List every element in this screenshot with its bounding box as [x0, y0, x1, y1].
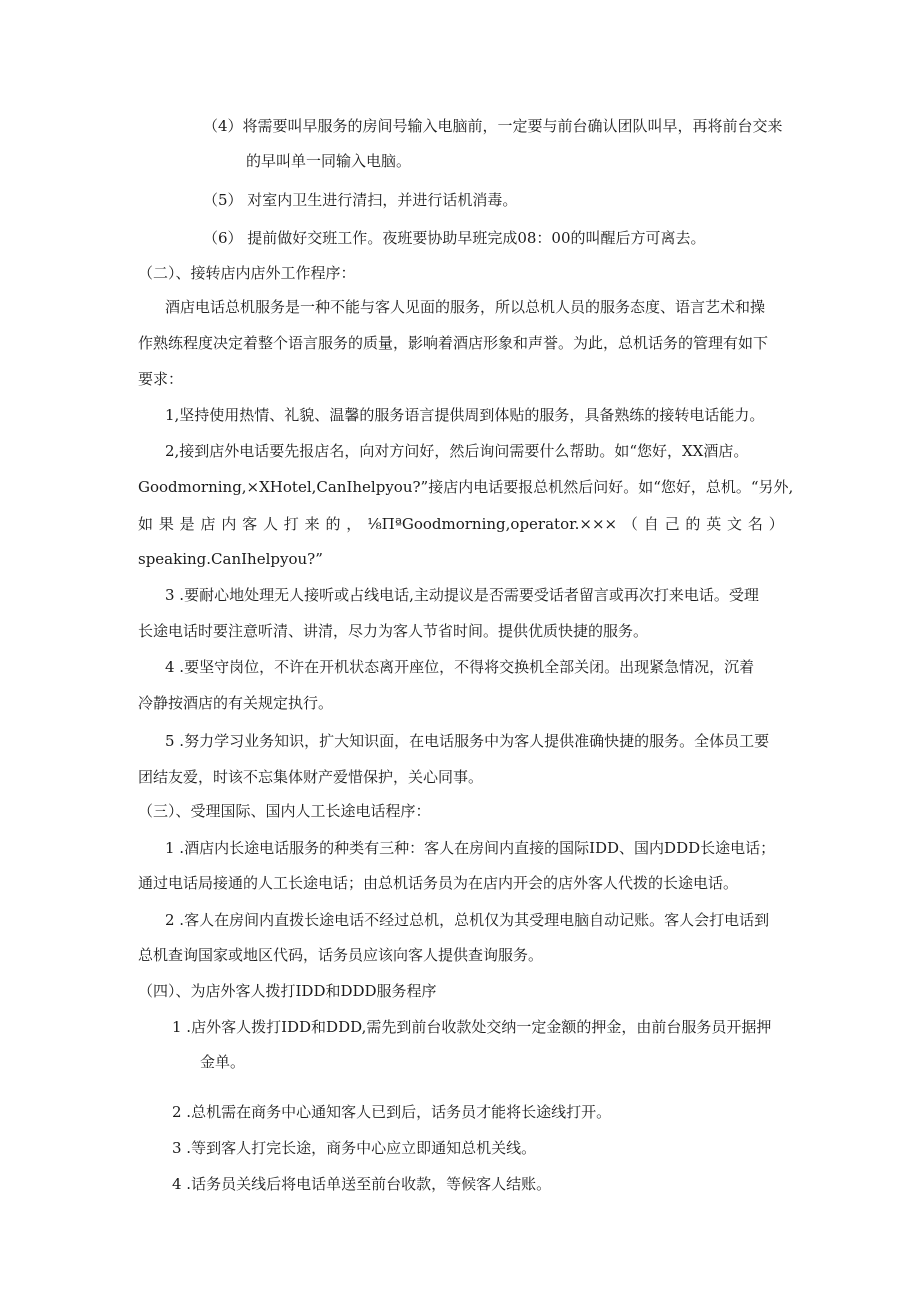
justified-char: 的 — [325, 515, 341, 533]
section-4-item-1-line-1: 1 .店外客人拨打IDD和DDD,需先到前台收款处交纳一定金额的押金，由前台服务员开据押 — [172, 1018, 772, 1036]
section-2-item-4-line-1: 4 .要坚守岗位，不许在开机状态离开座位，不得将交换机全部关闭。出现紧急情况，沉着 — [165, 658, 755, 676]
paragraph-5: （5） 对室内卫生进行清扫，并进行话机消毒。 — [203, 191, 518, 209]
justified-char: 自 — [643, 515, 659, 533]
justified-char: 己 — [664, 515, 680, 533]
section-2-item-2-line-3 — [138, 514, 784, 534]
justified-char: （ — [622, 515, 638, 533]
section-3-item-1-line-2: 通过电话局接通的人工长途电话；由总机话务员为在店内开会的店外客人代拨的长途电话。 — [138, 874, 739, 892]
justified-char: 打 — [283, 515, 299, 533]
section-4-item-3: 3 .等到客人打完长途，商务中心应立即通知总机关线。 — [172, 1139, 537, 1157]
section-2-item-4-line-2: 冷静按酒店的有关规定执行。 — [138, 694, 334, 712]
section-4-item-1-line-2: 金单。 — [200, 1053, 246, 1071]
justified-char: 客 — [242, 515, 258, 533]
section-4-heading: （四）、为店外客人拨打IDD和DDD服务程序 — [138, 982, 437, 1000]
section-2-intro-line-2: 作熟练程度决定着整个语言服务的质量，影响着酒店形象和声誉。为此，总机话务的管理有如下 — [138, 334, 769, 352]
justified-char: 名 — [747, 515, 763, 533]
justified-char: 人 — [262, 515, 278, 533]
section-2-item-3-line-1: 3 .要耐心地处理无人接听或占线电话,主动提议是否需要受话者留言或再次打来电话。受理 — [165, 586, 759, 604]
paragraph-4-line-2: 的早叫单一同输入电脑。 — [246, 152, 412, 170]
justified-char: 的 — [685, 515, 701, 533]
section-3-heading: （三）、受理国际、国内人工长途电话程序： — [138, 802, 431, 820]
section-3-item-2-line-1: 2 .客人在房间内直拨长途电话不经过总机，总机仅为其受理电脑自动记账。客人会打电话到 — [165, 911, 770, 929]
section-3-item-2-line-2: 总机查询国家或地区代码，话务员应该向客人提供查询服务。 — [138, 946, 544, 964]
section-2-intro-line-3: 要求： — [138, 370, 184, 388]
justified-char: 文 — [727, 515, 743, 533]
section-2-item-2-line-2: Goodmorning,×XHotel,CanIhelpyou?”接店内电话要报总机然后问好。如“您好，总机。“另外, — [138, 478, 794, 496]
justified-char: 来 — [304, 515, 320, 533]
paragraph-4-line-1: （4）将需要叫早服务的房间号输入电脑前，一定要与前台确认团队叫早，再将前台交来 — [203, 117, 783, 135]
justified-phrase: ⅛ΠªGoodmorning,operator.××× — [367, 515, 618, 533]
section-2-item-3-line-2: 长途电话时要注意听清、讲清，尽力为客人节省时间。提供优质快捷的服务。 — [138, 622, 649, 640]
justified-char: 英 — [706, 515, 722, 533]
justified-char: 内 — [221, 515, 237, 533]
section-2-item-5-line-1: 5 .努力学习业务知识，扩大知识面，在电话服务中为客人提供准确快捷的服务。全体员工要 — [165, 732, 770, 750]
section-2-item-2-line-1: 2,接到店外电话要先报店名，向对方问好，然后询问需要什么帮助。如“您好，XX酒店。 — [165, 442, 749, 460]
paragraph-6: （6） 提前做好交班工作。夜班要协助早班完成08：00的叫醒后方可离去。 — [203, 229, 706, 247]
section-4-item-4: 4 .话务员关线后将电话单送至前台收款，等候客人结账。 — [172, 1175, 552, 1193]
justified-char: 果 — [158, 515, 174, 533]
justified-char: ） — [768, 515, 784, 533]
justified-char: 店 — [200, 515, 216, 533]
section-2-item-1: 1,坚持使用热情、礼貌、温馨的服务语言提供周到体贴的服务，具备熟练的接转电话能力。 — [165, 406, 765, 424]
section-2-item-5-line-2: 团结友爱，时该不忘集体财产爱惜保护，关心同事。 — [138, 768, 484, 786]
section-4-item-2: 2 .总机需在商务中心通知客人已到后，话务员才能将长途线打开。 — [172, 1103, 612, 1121]
justified-char: 如 — [138, 515, 154, 533]
section-2-intro-line-1: 酒店电话总机服务是一种不能与客人见面的服务，所以总机人员的服务态度、语言艺术和操 — [165, 298, 766, 316]
section-3-item-1-line-1: 1 .酒店内长途电话服务的种类有三种：客人在房间内直接的国际IDD、国内DDD长途电话； — [165, 839, 776, 857]
section-2-heading: （二）、接转店内店外工作程序： — [138, 264, 356, 282]
justified-char: 是 — [179, 515, 195, 533]
justified-char: ， — [346, 515, 362, 533]
section-2-item-2-line-4: speaking.CanIhelpyou?” — [138, 550, 323, 568]
